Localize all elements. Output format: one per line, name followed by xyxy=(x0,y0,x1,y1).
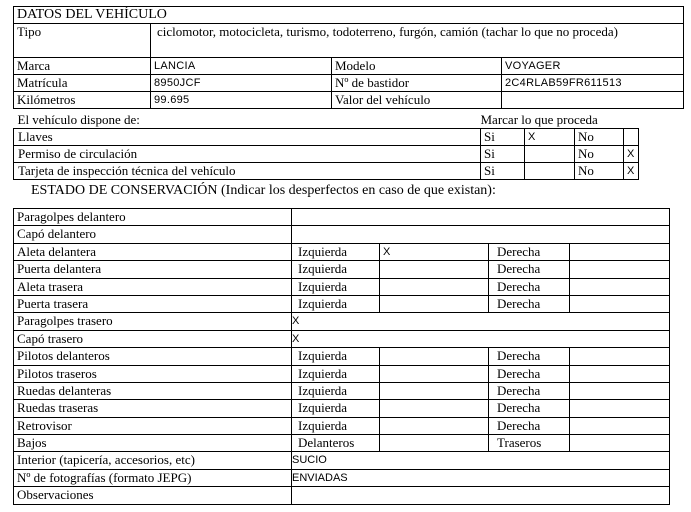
estado-row-label: Bajos xyxy=(14,435,292,452)
bastidor-label: Nº de bastidor xyxy=(332,75,502,92)
modelo-label: Modelo xyxy=(332,58,502,75)
estado-row-label: Observaciones xyxy=(14,487,292,504)
right-label: Derecha xyxy=(489,417,570,434)
estado-row-value xyxy=(292,209,670,226)
left-label: Izquierda xyxy=(292,261,380,278)
estado-title: ESTADO DE CONSERVACIÓN (Indicar los desperfectos en caso de que existan): xyxy=(31,183,496,198)
left-label: Izquierda xyxy=(292,417,380,434)
right-mark xyxy=(570,261,670,278)
left-mark xyxy=(380,295,489,312)
no-label: No xyxy=(575,129,624,146)
estado-row xyxy=(14,243,670,260)
dispone-row-label: Tarjeta de inspección técnica del vehículo xyxy=(14,163,481,180)
dispone-row xyxy=(14,163,639,180)
estado-row xyxy=(14,452,670,469)
estado-row xyxy=(14,469,670,486)
estado-row-value: SUCIO xyxy=(292,452,670,469)
left-mark xyxy=(380,278,489,295)
right-mark xyxy=(570,382,670,399)
valor-label: Valor del vehículo xyxy=(332,92,502,109)
dispone-table xyxy=(13,112,639,180)
marca-label: Marca xyxy=(14,58,151,75)
estado-row-label: Aleta delantera xyxy=(14,243,292,260)
estado-row-label: Pilotos traseros xyxy=(14,365,292,382)
left-label: Izquierda xyxy=(292,295,380,312)
si-label: Si xyxy=(481,163,525,180)
right-mark xyxy=(570,400,670,417)
left-label: Izquierda xyxy=(292,348,380,365)
datos-header: DATOS DEL VEHÍCULO xyxy=(14,7,684,24)
estado-row-label: Retrovisor xyxy=(14,417,292,434)
estado-row-label: Pilotos delanteros xyxy=(14,348,292,365)
estado-row xyxy=(14,417,670,434)
km-label: Kilómetros xyxy=(14,92,151,109)
estado-row xyxy=(14,278,670,295)
estado-row xyxy=(14,400,670,417)
estado-row xyxy=(14,209,670,226)
tipo-label: Tipo xyxy=(14,24,151,58)
estado-row xyxy=(14,365,670,382)
right-mark xyxy=(570,417,670,434)
left-mark: X xyxy=(380,243,489,260)
matricula-label: Matrícula xyxy=(14,75,151,92)
left-mark xyxy=(380,365,489,382)
estado-row-label: Interior (tapicería, accesorios, etc) xyxy=(14,452,292,469)
dispone-title: El vehículo dispone de: xyxy=(17,112,140,127)
left-label: Izquierda xyxy=(292,365,380,382)
estado-row-label: Ruedas traseras xyxy=(14,400,292,417)
right-label: Derecha xyxy=(489,278,570,295)
dispone-row xyxy=(14,146,639,163)
estado-row-label: Capó delantero xyxy=(14,226,292,243)
no-label: No xyxy=(575,146,624,163)
estado-row-label: Aleta trasera xyxy=(14,278,292,295)
estado-table xyxy=(13,208,670,505)
no-label: No xyxy=(575,163,624,180)
right-label: Derecha xyxy=(489,400,570,417)
left-mark xyxy=(380,400,489,417)
km-value: 99.695 xyxy=(151,92,332,109)
estado-row xyxy=(14,330,670,347)
estado-row-label: Paragolpes delantero xyxy=(14,209,292,226)
estado-row-label: Ruedas delanteras xyxy=(14,382,292,399)
bastidor-value: 2C4RLAB59FR611513 xyxy=(502,75,684,92)
marcar-label: Marcar lo que proceda xyxy=(480,112,598,127)
no-mark: X xyxy=(624,163,639,180)
marca-value: LANCIA xyxy=(151,58,332,75)
dispone-row xyxy=(14,129,639,146)
estado-row-label: Puerta delantera xyxy=(14,261,292,278)
estado-row-label: Capó trasero xyxy=(14,330,292,347)
right-label: Derecha xyxy=(489,295,570,312)
right-label: Derecha xyxy=(489,348,570,365)
si-mark xyxy=(525,146,575,163)
estado-row-value: X xyxy=(292,313,670,330)
estado-row-value xyxy=(292,226,670,243)
right-mark xyxy=(570,365,670,382)
estado-row xyxy=(14,295,670,312)
left-mark xyxy=(380,417,489,434)
dispone-row-label: Permiso de circulación xyxy=(14,146,481,163)
right-label: Derecha xyxy=(489,382,570,399)
si-label: Si xyxy=(481,146,525,163)
dispone-row-label: Llaves xyxy=(14,129,481,146)
left-label: Delanteros xyxy=(292,435,380,452)
estado-row xyxy=(14,313,670,330)
estado-row xyxy=(14,382,670,399)
no-mark: X xyxy=(624,146,639,163)
estado-row-value xyxy=(292,487,670,504)
estado-row-label: Paragolpes trasero xyxy=(14,313,292,330)
estado-row-label: Puerta trasera xyxy=(14,295,292,312)
si-mark xyxy=(525,163,575,180)
right-mark xyxy=(570,295,670,312)
matricula-value: 8950JCF xyxy=(151,75,332,92)
left-mark xyxy=(380,435,489,452)
estado-row xyxy=(14,226,670,243)
right-mark xyxy=(570,278,670,295)
right-label: Derecha xyxy=(489,365,570,382)
estado-row xyxy=(14,487,670,504)
tipo-value: ciclomotor, motocicleta, turismo, todoterreno, furgón, camión (tachar lo que no proceda) xyxy=(151,24,684,58)
estado-row-value: ENVIADAS xyxy=(292,469,670,486)
si-label: Si xyxy=(481,129,525,146)
left-mark xyxy=(380,382,489,399)
estado-row xyxy=(14,348,670,365)
no-mark xyxy=(624,129,639,146)
right-mark xyxy=(570,435,670,452)
left-label: Izquierda xyxy=(292,382,380,399)
left-label: Izquierda xyxy=(292,243,380,260)
right-label: Traseros xyxy=(489,435,570,452)
estado-row xyxy=(14,261,670,278)
left-label: Izquierda xyxy=(292,400,380,417)
estado-row xyxy=(14,435,670,452)
left-label: Izquierda xyxy=(292,278,380,295)
left-mark xyxy=(380,348,489,365)
right-mark xyxy=(570,243,670,260)
estado-row-label: Nº de fotografías (formato JEPG) xyxy=(14,469,292,486)
right-label: Derecha xyxy=(489,243,570,260)
right-label: Derecha xyxy=(489,261,570,278)
modelo-value: VOYAGER xyxy=(502,58,684,75)
valor-value xyxy=(502,92,684,109)
left-mark xyxy=(380,261,489,278)
si-mark: X xyxy=(525,129,575,146)
datos-vehiculo-table xyxy=(13,6,684,109)
right-mark xyxy=(570,348,670,365)
estado-row-value: X xyxy=(292,330,670,347)
